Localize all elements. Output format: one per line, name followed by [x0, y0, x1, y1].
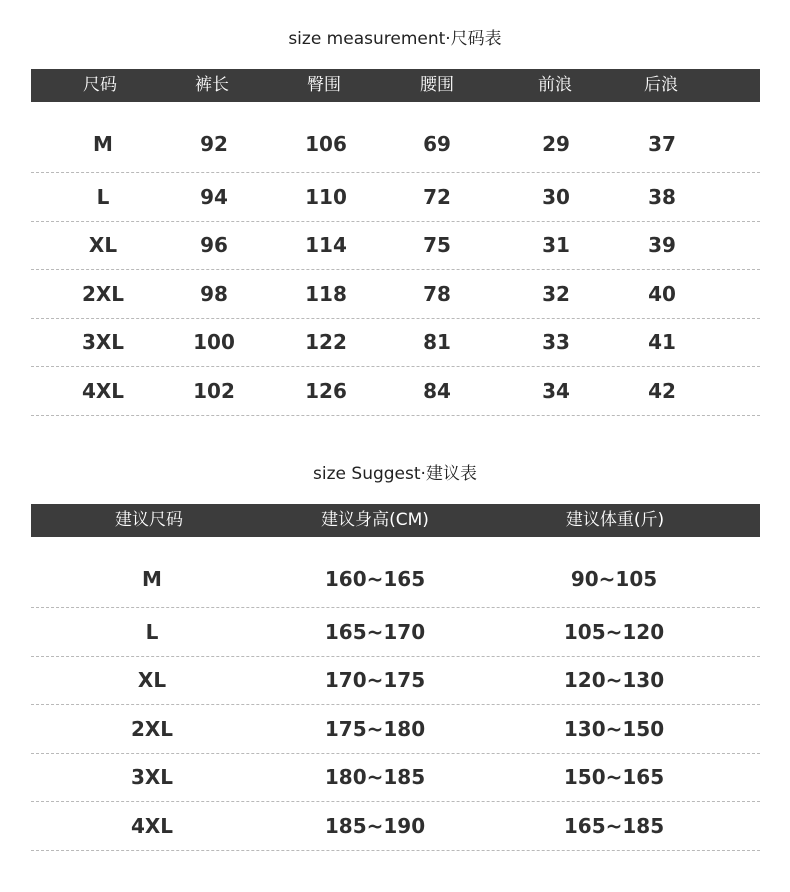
cell-weight: 105~120	[563, 619, 665, 644]
cell-weight: 150~165	[563, 765, 665, 790]
header-back-rise: 后浪	[644, 75, 678, 95]
cell-pants-length: 94	[200, 184, 228, 209]
cell-height: 185~190	[324, 813, 426, 838]
cell-waist: 75	[423, 233, 451, 258]
cell-hip: 126	[305, 378, 347, 403]
cell-hip: 118	[305, 281, 347, 306]
cell-front-rise: 29	[542, 132, 570, 156]
header-waist: 腰围	[420, 75, 454, 95]
measurement-header	[31, 69, 760, 102]
cell-back-rise: 37	[648, 132, 676, 156]
cell-waist: 84	[423, 378, 451, 403]
cell-size: L	[145, 619, 159, 644]
cell-hip: 114	[305, 233, 347, 258]
cell-front-rise: 32	[542, 281, 570, 306]
cell-front-rise: 31	[542, 233, 570, 258]
cell-hip: 122	[305, 330, 347, 355]
cell-pants-length: 92	[200, 132, 228, 156]
cell-size: 2XL	[81, 281, 125, 306]
cell-pants-length: 100	[193, 330, 235, 355]
cell-back-rise: 39	[648, 233, 676, 258]
cell-size: 3XL	[81, 330, 125, 355]
cell-waist: 78	[423, 281, 451, 306]
cell-size: 3XL	[130, 765, 174, 790]
cell-height: 175~180	[324, 716, 426, 741]
cell-size: L	[96, 184, 110, 209]
cell-height: 180~185	[324, 765, 426, 790]
table-row	[31, 319, 760, 368]
cell-front-rise: 33	[542, 330, 570, 355]
header-pants-length: 裤长	[195, 75, 229, 95]
cell-height: 165~170	[324, 619, 426, 644]
header-front-rise: 前浪	[538, 75, 572, 95]
cell-size: 2XL	[130, 716, 174, 741]
table-row	[31, 657, 760, 706]
cell-size: M	[142, 567, 162, 591]
measurement-title: size measurement·尺码表	[288, 29, 502, 49]
cell-weight: 165~185	[563, 813, 665, 838]
cell-front-rise: 34	[542, 378, 570, 403]
table-row	[31, 608, 760, 657]
cell-back-rise: 42	[648, 378, 676, 403]
header-suggest-weight: 建议体重(斤)	[565, 510, 665, 530]
header-hip: 臀围	[307, 75, 341, 95]
table-row	[31, 705, 760, 754]
cell-waist: 69	[423, 132, 451, 156]
header-suggest-size: 建议尺码	[115, 510, 183, 530]
cell-waist: 72	[423, 184, 451, 209]
cell-weight: 130~150	[563, 716, 665, 741]
suggest-title: size Suggest·建议表	[313, 464, 477, 484]
cell-front-rise: 30	[542, 184, 570, 209]
cell-size: 4XL	[130, 813, 174, 838]
table-row	[31, 102, 760, 173]
table-row	[31, 270, 760, 319]
cell-size: 4XL	[81, 378, 125, 403]
cell-back-rise: 40	[648, 281, 676, 306]
table-row	[31, 367, 760, 416]
table-row	[31, 173, 760, 222]
cell-pants-length: 102	[193, 378, 235, 403]
header-size: 尺码	[83, 75, 117, 95]
table-row	[31, 222, 760, 271]
table-row	[31, 802, 760, 851]
cell-height: 160~165	[324, 567, 426, 591]
cell-size: XL	[88, 233, 118, 258]
cell-size: XL	[137, 668, 167, 693]
cell-height: 170~175	[324, 668, 426, 693]
suggest-header	[31, 504, 760, 537]
table-row	[31, 754, 760, 803]
cell-hip: 106	[305, 132, 347, 156]
cell-hip: 110	[305, 184, 347, 209]
cell-size: M	[93, 132, 113, 156]
cell-back-rise: 41	[648, 330, 676, 355]
cell-weight: 120~130	[563, 668, 665, 693]
cell-pants-length: 96	[200, 233, 228, 258]
table-row	[31, 537, 760, 608]
cell-weight: 90~105	[570, 567, 658, 591]
cell-back-rise: 38	[648, 184, 676, 209]
header-suggest-height: 建议身高(CM)	[321, 510, 429, 530]
cell-waist: 81	[423, 330, 451, 355]
cell-pants-length: 98	[200, 281, 228, 306]
